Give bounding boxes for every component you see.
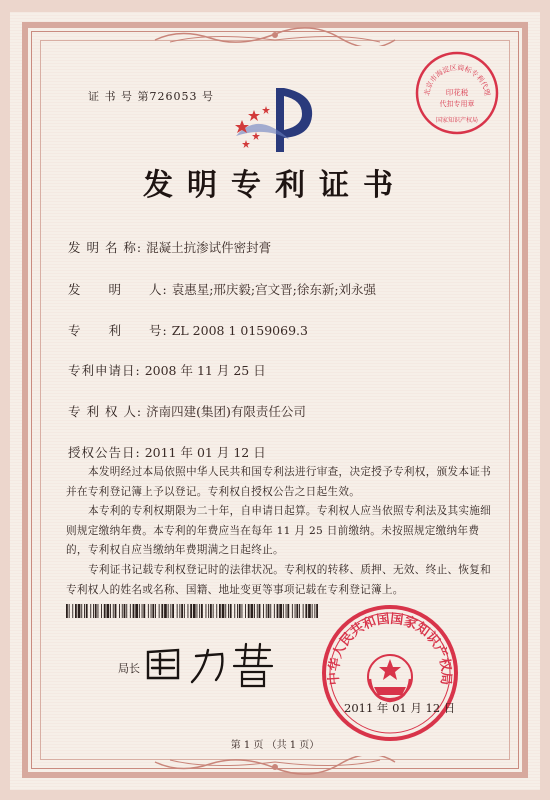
barcode-bar bbox=[303, 604, 304, 618]
barcode-bar bbox=[152, 604, 154, 618]
barcode-bar bbox=[199, 604, 200, 618]
barcode-bar bbox=[75, 604, 77, 618]
barcode-bar bbox=[86, 604, 88, 618]
barcode-bar bbox=[84, 604, 85, 618]
barcode-bar bbox=[181, 604, 183, 618]
barcode-icon bbox=[66, 604, 318, 618]
certificate-number: 证 书 号 第726053 号 bbox=[88, 90, 214, 103]
barcode-bar bbox=[124, 604, 126, 618]
barcode-bar bbox=[270, 604, 271, 618]
barcode-bar bbox=[142, 604, 143, 618]
barcode-bar bbox=[126, 604, 127, 618]
patentee-row bbox=[68, 402, 306, 420]
barcode-bar bbox=[143, 604, 145, 618]
ornament-bottom-icon bbox=[150, 756, 400, 776]
paragraph-term-fees: 本专利的专利权期限为二十年，自申请日起算。专利权人应当依照专利法及其实施细则规定缴纳年费。本专利的年费应当在每年 11 月 25 日前缴纳。未按照规定缴纳年费的，专利权自应当缴纳年费期满之日起终止。 bbox=[66, 505, 492, 556]
barcode-bar bbox=[287, 604, 289, 618]
barcode-bar bbox=[95, 604, 97, 618]
grant-date-row bbox=[68, 443, 266, 461]
barcode-bar bbox=[316, 604, 318, 618]
barcode-bar bbox=[168, 604, 169, 618]
barcode-bar bbox=[314, 604, 315, 618]
barcode-bar bbox=[93, 604, 94, 618]
barcode-bar bbox=[90, 604, 91, 618]
barcode-bar bbox=[299, 604, 300, 618]
patentee-label: 专 利 权 人: bbox=[68, 404, 143, 419]
barcode-bar bbox=[259, 604, 261, 618]
barcode-bar bbox=[188, 604, 189, 618]
barcode-bar bbox=[296, 604, 298, 618]
patent-office-logo-icon bbox=[228, 80, 318, 158]
barcode-bar bbox=[172, 604, 174, 618]
barcode-bar bbox=[177, 604, 178, 618]
barcode-bar bbox=[119, 604, 120, 618]
barcode-bar bbox=[115, 604, 117, 618]
small-seal-ring-text: 北京市海淀区商标专利代理 bbox=[422, 63, 492, 97]
barcode-bar bbox=[155, 604, 156, 618]
paragraph-examination: 本发明经过本局依照中华人民共和国专利法进行审查，决定授予专利权，颁发本证书并在专利登记簿上予以登记。专利权自授权公告之日起生效。 bbox=[66, 466, 492, 498]
invention-name-row bbox=[68, 238, 271, 256]
barcode-bar bbox=[292, 604, 293, 618]
barcode-bar bbox=[225, 604, 226, 618]
barcode-bar bbox=[251, 604, 254, 618]
inventor-label: 发 明 人: bbox=[68, 282, 168, 297]
barcode-bar bbox=[242, 604, 243, 618]
barcode-bar bbox=[268, 604, 270, 618]
barcode-bar bbox=[254, 604, 255, 618]
inventor-value: 袁惠星;邢庆毅;宫文晋;徐东新;刘永强 bbox=[171, 282, 377, 297]
invention-name-label: 发 明 名 称: bbox=[68, 240, 143, 255]
grant-date-label: 授权公告日: bbox=[68, 445, 141, 460]
barcode-bar bbox=[230, 604, 232, 618]
ornament-top-icon bbox=[150, 26, 400, 46]
barcode-bar bbox=[179, 604, 180, 618]
barcode-bar bbox=[135, 604, 138, 618]
small-seal-bottom-text: 国家知识产权局 bbox=[435, 117, 479, 124]
barcode-bar bbox=[228, 604, 229, 618]
big-seal-ring-text: 中华人民共和国国家知识产权局 bbox=[326, 611, 454, 686]
barcode-bar bbox=[210, 604, 212, 618]
barcode-bar bbox=[104, 604, 106, 618]
barcode-bar bbox=[110, 604, 111, 618]
office-seal-icon bbox=[320, 603, 460, 743]
barcode-bar bbox=[237, 604, 238, 618]
barcode-bar bbox=[159, 604, 160, 618]
barcode-bar bbox=[66, 604, 68, 618]
barcode-bar bbox=[101, 604, 102, 618]
barcode-bar bbox=[161, 604, 163, 618]
barcode-bar bbox=[133, 604, 135, 618]
barcode-bar bbox=[72, 604, 73, 618]
barcode-bar bbox=[239, 604, 241, 618]
barcode-bar bbox=[208, 604, 209, 618]
barcode-bar bbox=[151, 604, 152, 618]
barcode-bar bbox=[295, 604, 296, 618]
barcode-bar bbox=[257, 604, 258, 618]
barcode-bar bbox=[130, 604, 131, 618]
barcode-bar bbox=[201, 604, 203, 618]
patent-number-value: ZL 2008 1 0159069.3 bbox=[171, 323, 308, 338]
barcode-bar bbox=[193, 604, 196, 618]
inventor-row bbox=[68, 280, 376, 298]
filing-date-label: 专利申请日: bbox=[68, 363, 141, 378]
barcode-bar bbox=[266, 604, 267, 618]
page-title: 发明专利证书 bbox=[143, 168, 407, 203]
barcode-bar bbox=[184, 604, 185, 618]
barcode-bar bbox=[277, 604, 279, 618]
director-signature-icon bbox=[138, 640, 278, 690]
filing-date-row bbox=[68, 361, 266, 379]
small-seal-center-text: 印花税 bbox=[445, 88, 469, 97]
barcode-bar bbox=[308, 604, 311, 618]
barcode-bar bbox=[312, 604, 313, 618]
seal-date: 2011 年 01 月 12 日 bbox=[344, 701, 456, 715]
barcode-bar bbox=[245, 604, 246, 618]
barcode-bar bbox=[274, 604, 275, 618]
tax-seal-icon bbox=[414, 50, 500, 136]
barcode-bar bbox=[78, 604, 81, 618]
barcode-bar bbox=[305, 604, 307, 618]
barcode-bar bbox=[206, 604, 207, 618]
barcode-bar bbox=[113, 604, 114, 618]
barcode-bar bbox=[222, 604, 225, 618]
barcode-bar bbox=[139, 604, 140, 618]
barcode-bar bbox=[190, 604, 192, 618]
barcode-bar bbox=[283, 604, 284, 618]
barcode-bar bbox=[216, 604, 217, 618]
patent-number-row bbox=[68, 321, 308, 339]
barcode-bar bbox=[69, 604, 70, 618]
barcode-bar bbox=[213, 604, 214, 618]
barcode-bar bbox=[122, 604, 123, 618]
patentee-value: 济南四建(集团)有限责任公司 bbox=[146, 404, 306, 419]
filing-date-value: 2008 年 11 月 25 日 bbox=[144, 363, 266, 378]
barcode-bar bbox=[107, 604, 110, 618]
barcode-bar bbox=[219, 604, 221, 618]
barcode-bar bbox=[170, 604, 171, 618]
barcode-bar bbox=[263, 604, 264, 618]
barcode-bar bbox=[164, 604, 167, 618]
barcode-bar bbox=[248, 604, 250, 618]
barcode-bar bbox=[148, 604, 149, 618]
barcode-bar bbox=[234, 604, 235, 618]
barcode-bar bbox=[98, 604, 99, 618]
small-seal-sub-text: 代扣专用章 bbox=[439, 100, 475, 108]
invention-name-value: 混凝土抗渗试件密封膏 bbox=[146, 240, 272, 255]
grant-date-value: 2011 年 01 月 12 日 bbox=[144, 445, 266, 460]
page-number: 第 1 页 （共 1 页） bbox=[230, 740, 320, 751]
paragraph-legal-status: 专利证书记载专利权登记时的法律状况。专利权的转移、质押、无效、终止、恢复和专利权人的姓名或名称、国籍、地址变更等事项记载在专利登记簿上。 bbox=[66, 564, 492, 596]
barcode-bar bbox=[279, 604, 282, 618]
patent-number-label: 专 利 号: bbox=[68, 323, 168, 338]
barcode-bar bbox=[81, 604, 82, 618]
director-label: 局长 bbox=[118, 662, 140, 675]
barcode-bar bbox=[197, 604, 198, 618]
barcode-bar bbox=[286, 604, 287, 618]
